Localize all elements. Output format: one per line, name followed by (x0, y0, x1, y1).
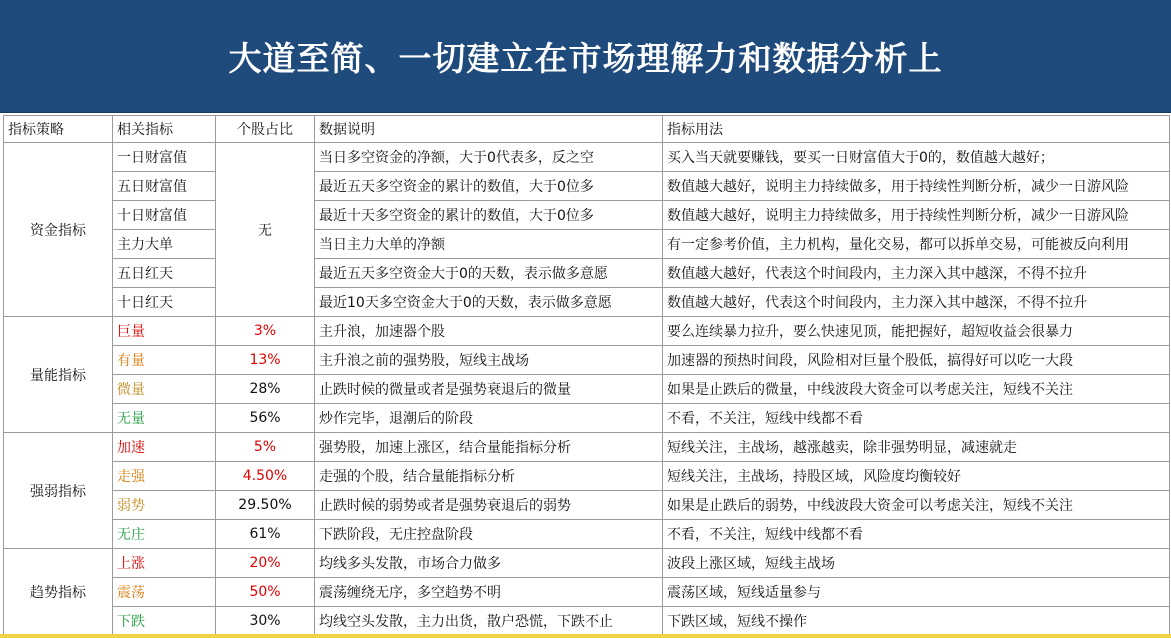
strategy-strength: 强弱指标 (4, 433, 113, 549)
desc-cell: 炒作完毕，退潮后的阶段 (315, 404, 663, 433)
desc-cell: 主升浪，加速器个股 (315, 317, 663, 346)
table-row (4, 259, 1170, 288)
table-row (4, 317, 1170, 346)
strategy-volume: 量能指标 (4, 317, 113, 433)
desc-cell: 最近10天多空资金大于0的天数，表示做多意愿 (315, 288, 663, 317)
usage-cell: 波段上涨区域，短线主战场 (663, 549, 1170, 578)
indicator-cell: 十日财富值 (113, 201, 216, 230)
strategy-trend: 趋势指标 (4, 549, 113, 636)
table-row (4, 578, 1170, 607)
ratio-cell: 56% (216, 404, 315, 433)
header-data-desc: 数据说明 (315, 116, 663, 143)
usage-cell: 如果是止跌后的微量，中线波段大资金可以考虑关注，短线不关注 (663, 375, 1170, 404)
desc-cell: 当日多空资金的净额，大于0代表多，反之空 (315, 143, 663, 172)
strategy-capital: 资金指标 (4, 143, 113, 317)
page-title: 大道至简、一切建立在市场理解力和数据分析上 (228, 38, 943, 78)
usage-cell: 要么连续暴力拉升，要么快速见顶，能把握好，超短收益会很暴力 (663, 317, 1170, 346)
indicator-cell: 无庄 (113, 520, 216, 549)
indicator-cell: 主力大单 (113, 230, 216, 259)
desc-cell: 走强的个股，结合量能指标分析 (315, 462, 663, 491)
usage-cell: 数值越大越好，代表这个时间段内，主力深入其中越深，不得不拉升 (663, 288, 1170, 317)
desc-cell: 当日主力大单的净额 (315, 230, 663, 259)
indicator-cell: 五日红天 (113, 259, 216, 288)
indicator-cell: 上涨 (113, 549, 216, 578)
desc-cell: 强势股，加速上涨区，结合量能指标分析 (315, 433, 663, 462)
ratio-cell: 13% (216, 346, 315, 375)
usage-cell: 短线关注，主战场，越涨越卖，除非强势明显，减速就走 (663, 433, 1170, 462)
usage-cell: 买入当天就要赚钱，要买一日财富值大于0的，数值越大越好； (663, 143, 1170, 172)
title-banner (0, 0, 1171, 113)
table-row (4, 346, 1170, 375)
indicator-cell: 十日红天 (113, 288, 216, 317)
usage-cell: 震荡区域，短线适量参与 (663, 578, 1170, 607)
indicator-cell: 震荡 (113, 578, 216, 607)
table-row (4, 375, 1170, 404)
usage-cell: 下跌区域，短线不操作 (663, 607, 1170, 636)
table-row (4, 607, 1170, 636)
indicator-cell: 巨量 (113, 317, 216, 346)
indicator-cell: 五日财富值 (113, 172, 216, 201)
desc-cell: 最近五天多空资金大于0的天数，表示做多意愿 (315, 259, 663, 288)
indicator-cell: 一日财富值 (113, 143, 216, 172)
desc-cell: 下跌阶段，无庄控盘阶段 (315, 520, 663, 549)
desc-cell: 最近十天多空资金的累计的数值，大于0位多 (315, 201, 663, 230)
table-row (4, 491, 1170, 520)
desc-cell: 最近五天多空资金的累计的数值，大于0位多 (315, 172, 663, 201)
usage-cell: 不看，不关注，短线中线都不看 (663, 404, 1170, 433)
table-header-row (4, 116, 1170, 143)
indicator-cell: 无量 (113, 404, 216, 433)
table-row (4, 433, 1170, 462)
ratio-cell: 30% (216, 607, 315, 636)
table-row (4, 201, 1170, 230)
header-ratio: 个股占比 (216, 116, 315, 143)
indicator-cell: 下跌 (113, 607, 216, 636)
table-row (4, 230, 1170, 259)
indicator-cell: 走强 (113, 462, 216, 491)
header-usage: 指标用法 (663, 116, 1170, 143)
table-row (4, 288, 1170, 317)
indicator-cell: 弱势 (113, 491, 216, 520)
ratio-cell: 61% (216, 520, 315, 549)
desc-cell: 止跌时候的微量或者是强势衰退后的微量 (315, 375, 663, 404)
table-row (4, 549, 1170, 578)
ratio-cell: 28% (216, 375, 315, 404)
bottom-border (0, 634, 1171, 638)
usage-cell: 数值越大越好，说明主力持续做多，用于持续性判断分析，减少一日游风险 (663, 201, 1170, 230)
usage-cell: 加速器的预热时间段，风险相对巨量个股低，搞得好可以吃一大段 (663, 346, 1170, 375)
indicator-cell: 加速 (113, 433, 216, 462)
desc-cell: 止跌时候的弱势或者是强势衰退后的弱势 (315, 491, 663, 520)
header-indicator: 相关指标 (113, 116, 216, 143)
usage-cell: 短线关注，主战场，持股区域，风险度均衡较好 (663, 462, 1170, 491)
indicator-cell: 微量 (113, 375, 216, 404)
ratio-cell: 50% (216, 578, 315, 607)
usage-cell: 有一定参考价值，主力机构，量化交易，都可以拆单交易，可能被反向利用 (663, 230, 1170, 259)
header-strategy: 指标策略 (4, 116, 113, 143)
ratio-cell: 4.50% (216, 462, 315, 491)
ratio-cell: 29.50% (216, 491, 315, 520)
ratio-cell: 20% (216, 549, 315, 578)
table-row (4, 172, 1170, 201)
usage-cell: 数值越大越好，代表这个时间段内，主力深入其中越深，不得不拉升 (663, 259, 1170, 288)
table-row (4, 143, 1170, 172)
usage-cell: 如果是止跌后的弱势，中线波段大资金可以考虑关注，短线不关注 (663, 491, 1170, 520)
indicator-cell: 有量 (113, 346, 216, 375)
desc-cell: 震荡缠绕无序，多空趋势不明 (315, 578, 663, 607)
table-row (4, 462, 1170, 491)
desc-cell: 主升浪之前的强势股，短线主战场 (315, 346, 663, 375)
table-row (4, 404, 1170, 433)
usage-cell: 不看，不关注，短线中线都不看 (663, 520, 1170, 549)
indicator-table (3, 115, 1170, 636)
usage-cell: 数值越大越好，说明主力持续做多，用于持续性判断分析，减少一日游风险 (663, 172, 1170, 201)
table-row (4, 520, 1170, 549)
ratio-cell: 5% (216, 433, 315, 462)
ratio-cell-none: 无 (216, 143, 315, 317)
desc-cell: 均线空头发散，主力出货，散户恐慌，下跌不止 (315, 607, 663, 636)
ratio-cell: 3% (216, 317, 315, 346)
desc-cell: 均线多头发散，市场合力做多 (315, 549, 663, 578)
